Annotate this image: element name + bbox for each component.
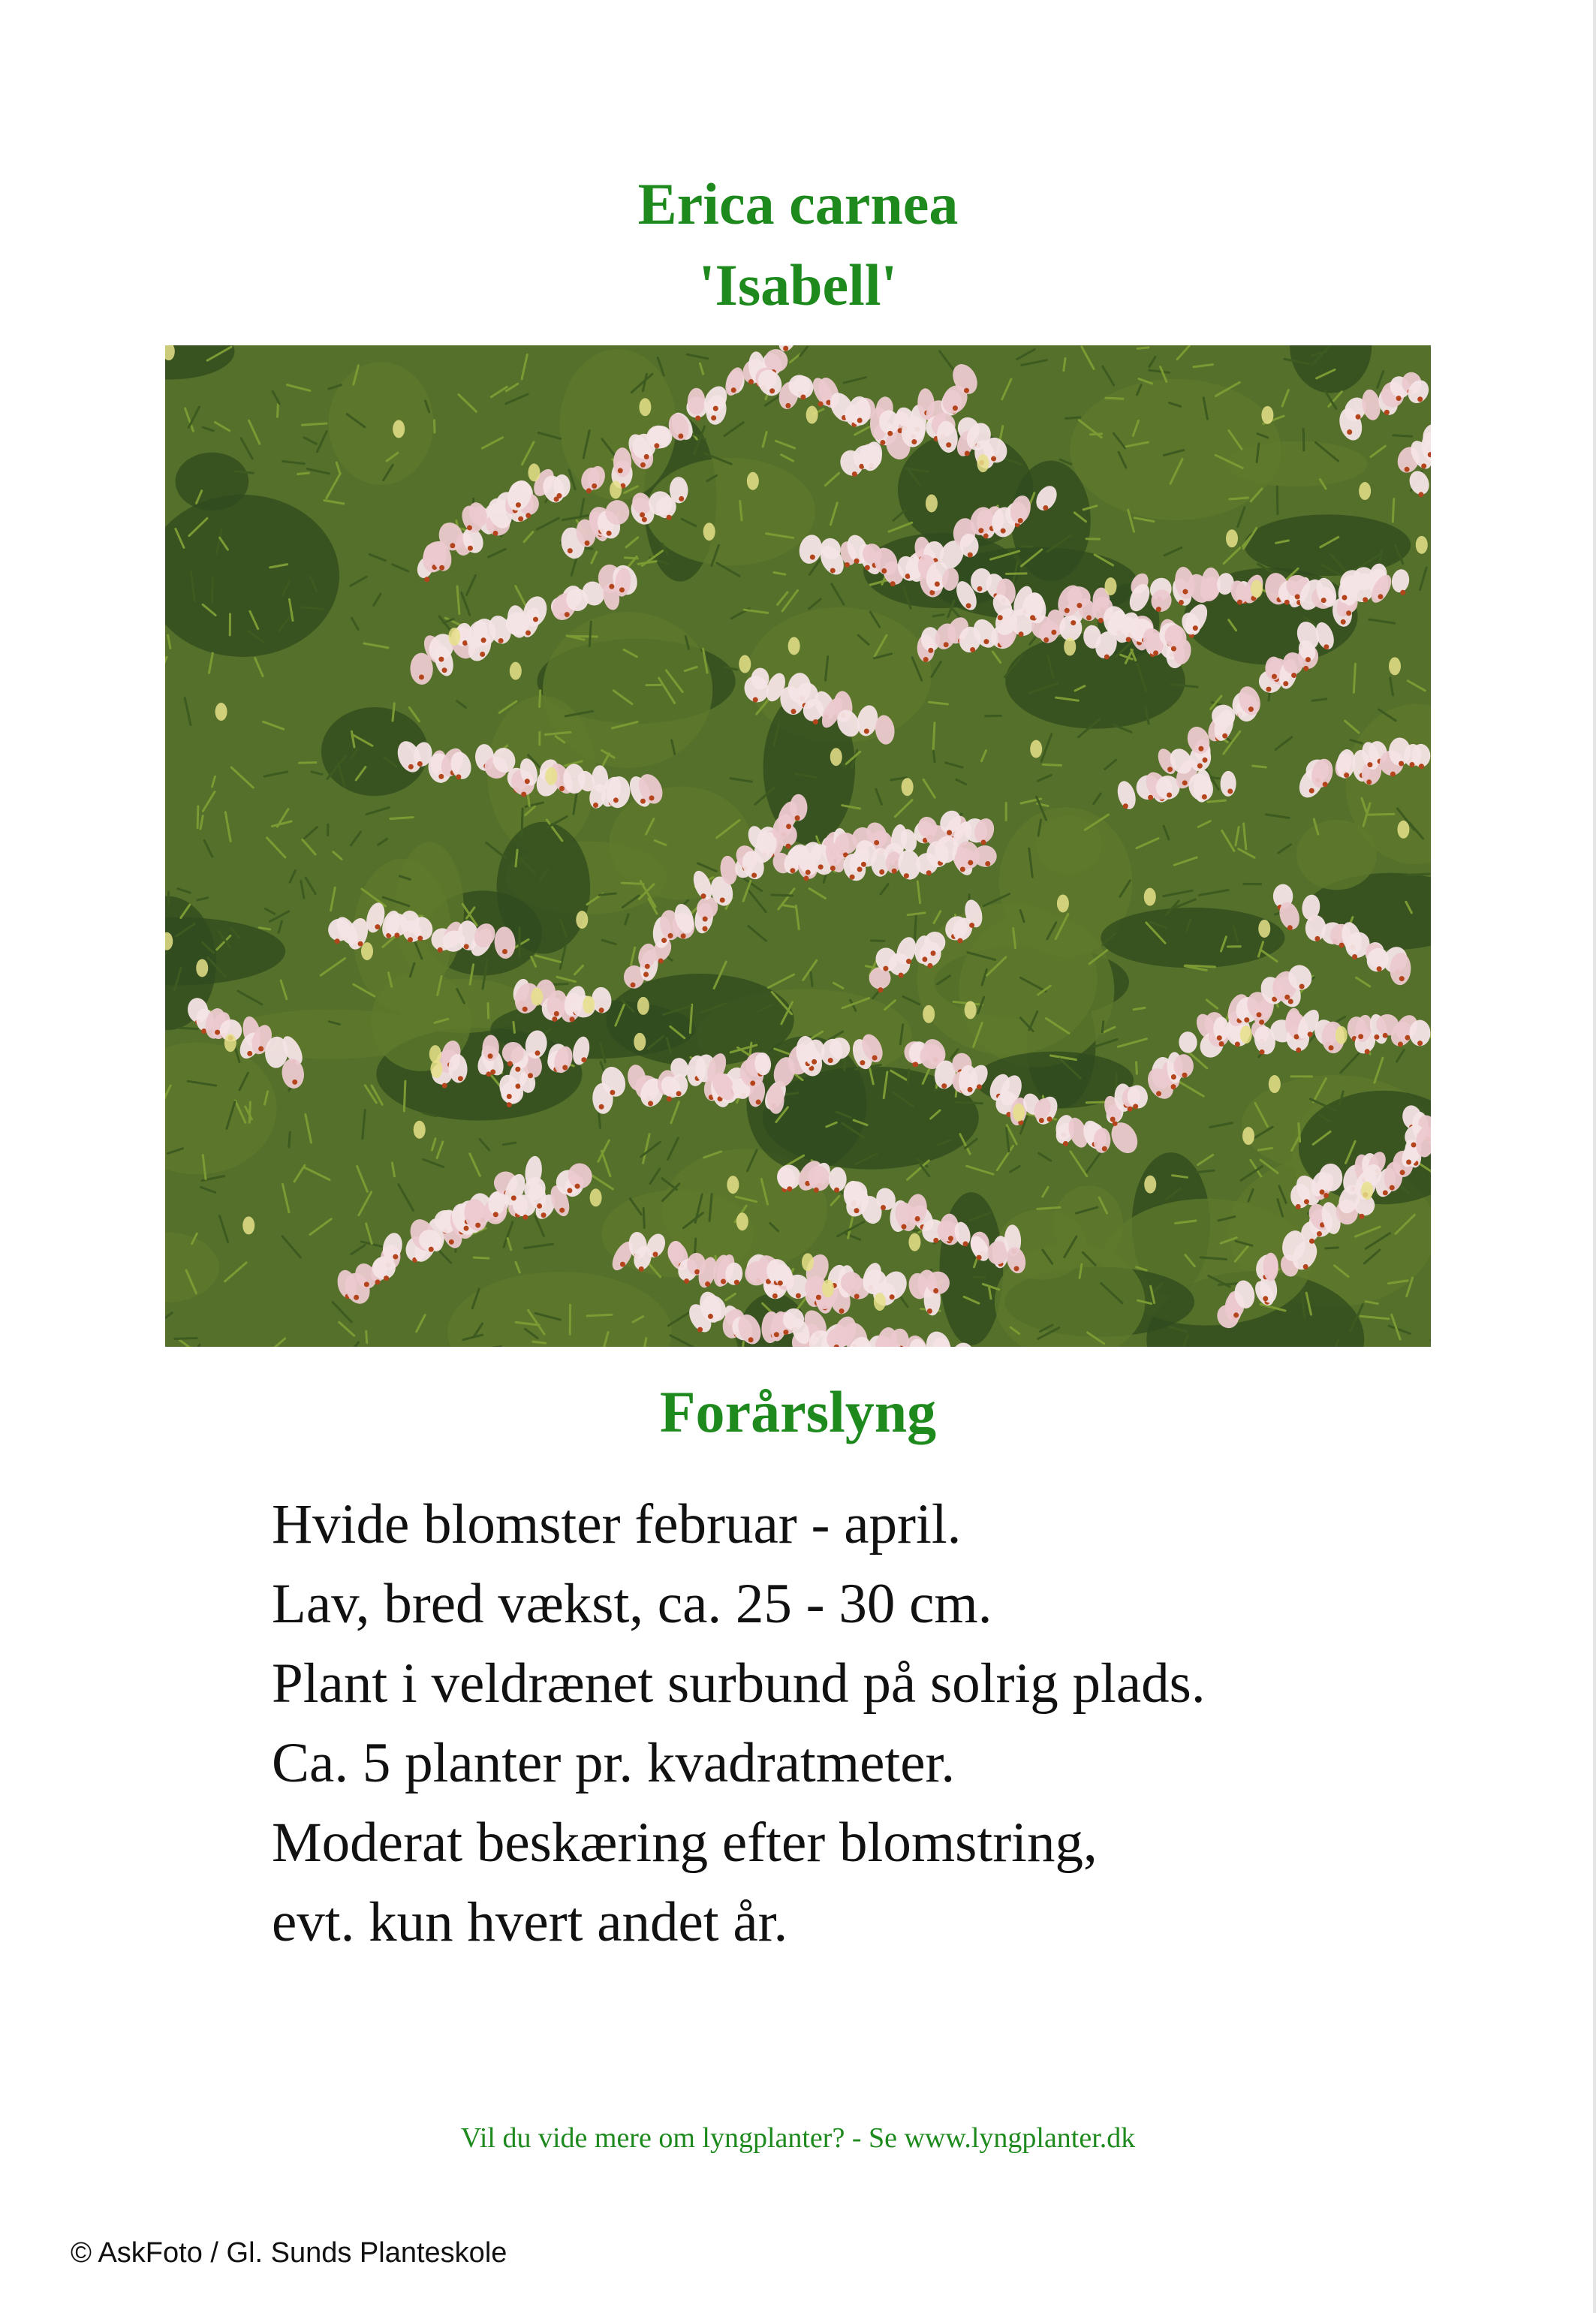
heather-flowers-photo xyxy=(165,345,1431,1347)
description-line: Hvide blomster februar - april. xyxy=(272,1493,962,1556)
description-line: Ca. 5 planter pr. kvadratmeter. xyxy=(272,1732,956,1794)
photo-credit: © AskFoto / Gl. Sunds Planteskole xyxy=(71,2237,507,2269)
plant-name: Erica carnea xyxy=(637,171,959,236)
plant-description xyxy=(272,1485,1548,1962)
footer-link-text: Vil du vide mere om lyngplanter? - Se www.lyngplanter.dk xyxy=(460,2122,1136,2154)
plant-photo xyxy=(165,345,1431,1347)
common-name: Forårslyng xyxy=(659,1379,937,1444)
description-line: evt. kun hvert andet år. xyxy=(272,1891,788,1953)
description-line: Lav, bred vækst, ca. 25 - 30 cm. xyxy=(272,1573,992,1635)
description-line: Moderat beskæring efter blomstring, xyxy=(272,1812,1098,1874)
cultivar-name: 'Isabell' xyxy=(698,252,898,318)
description-line: Plant i veldrænet surbund på solrig plads. xyxy=(272,1652,1206,1715)
page-edge xyxy=(1593,0,1596,2313)
